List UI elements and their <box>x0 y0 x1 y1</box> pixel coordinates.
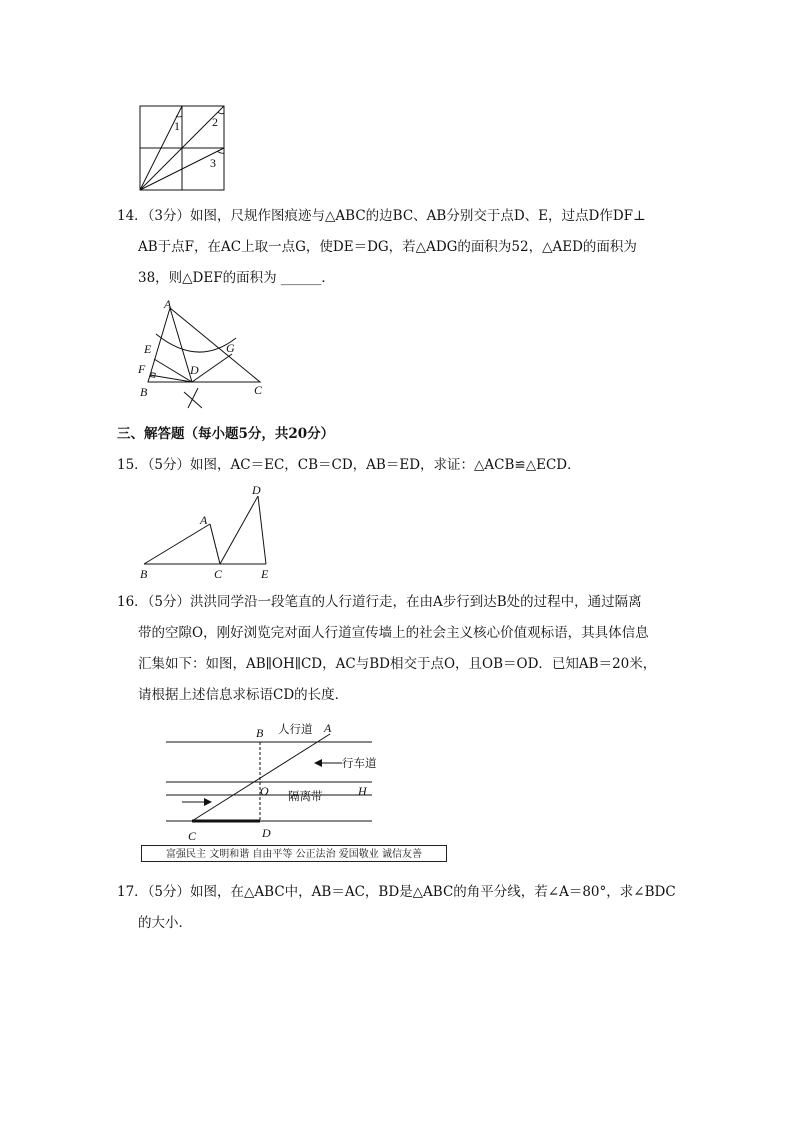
q16-label-b: B <box>256 726 264 740</box>
q15-figure <box>134 480 284 584</box>
q15-label-d: D <box>252 483 261 497</box>
q14-label-a: A <box>164 297 172 311</box>
q16-sidewalk-label: 人行道 <box>278 722 313 736</box>
q14-label-f: F <box>138 362 146 376</box>
q16-label-h: H <box>358 784 367 798</box>
q14-line-3: 38，则△DEF的面积为 ______． <box>138 270 335 286</box>
section-3-heading: 三、解答题（每小题5分，共20分） <box>117 426 335 442</box>
q17-line-2: 的大小． <box>138 915 192 931</box>
angle-2-label: 2 <box>212 115 218 129</box>
q15-label-b: B <box>140 567 148 581</box>
q14-label-b: B <box>140 385 148 399</box>
q16-label-a: A <box>324 721 332 735</box>
q15-label-a: A <box>200 513 208 527</box>
q14-label-g: G <box>226 341 235 355</box>
q14-label-d: D <box>190 363 199 377</box>
q16-roadway-label: 行车道 <box>342 756 377 770</box>
q14-triangle-figure <box>132 296 272 410</box>
q16-median-label: 隔离带 <box>288 789 323 803</box>
q16-label-d: D <box>262 826 271 840</box>
q16-line-4: 请根据上述信息求标语CD的长度． <box>138 687 349 703</box>
q14-line-1: 14．（3分）如图，尺规作图痕迹与△ABC的边BC、AB分别交于点D、E，过点D作DF⊥ <box>117 208 646 224</box>
q16-road-figure <box>160 718 400 844</box>
q16-line-3: 汇集如下：如图，AB∥OH∥CD，AC与BD相交于点O，且OB＝OD．已知AB＝20米， <box>138 656 657 672</box>
q14-label-e: E <box>144 342 152 356</box>
q16-line-2: 带的空隙O，刚好浏览完对面人行道宣传墙上的社会主义核心价值观标语，其具体信息 <box>138 625 649 641</box>
q16-slogan-board: 富强民主 文明和谐 自由平等 公正法治 爱国敬业 诚信友善 <box>141 845 447 862</box>
q15-label-e: E <box>261 567 269 581</box>
angle-3-label: 3 <box>210 156 216 170</box>
q16-label-c: C <box>188 829 197 843</box>
q14-label-c: C <box>254 383 263 397</box>
q14-line-2: AB于点F，在AC上取一点G，使DE＝DG，若△ADG的面积为52，△AED的面积为 <box>138 239 637 255</box>
grid-angle-figure <box>138 104 228 194</box>
q16-line-1: 16．（5分）洪洪同学沿一段笔直的人行道行走，在由A步行到达B处的过程中，通过隔离 <box>117 594 642 610</box>
angle-1-label: 1 <box>174 119 180 133</box>
q16-label-o: O <box>260 784 269 798</box>
q15-line-1: 15．（5分）如图，AC＝EC，CB＝CD，AB＝ED，求证：△ACB≌△ECD． <box>117 457 581 473</box>
q17-line-1: 17．（5分）如图，在△ABC中，AB＝AC，BD是△ABC的角平分线，若∠A＝80°，求∠BDC <box>117 884 676 900</box>
q15-label-c: C <box>214 567 223 581</box>
